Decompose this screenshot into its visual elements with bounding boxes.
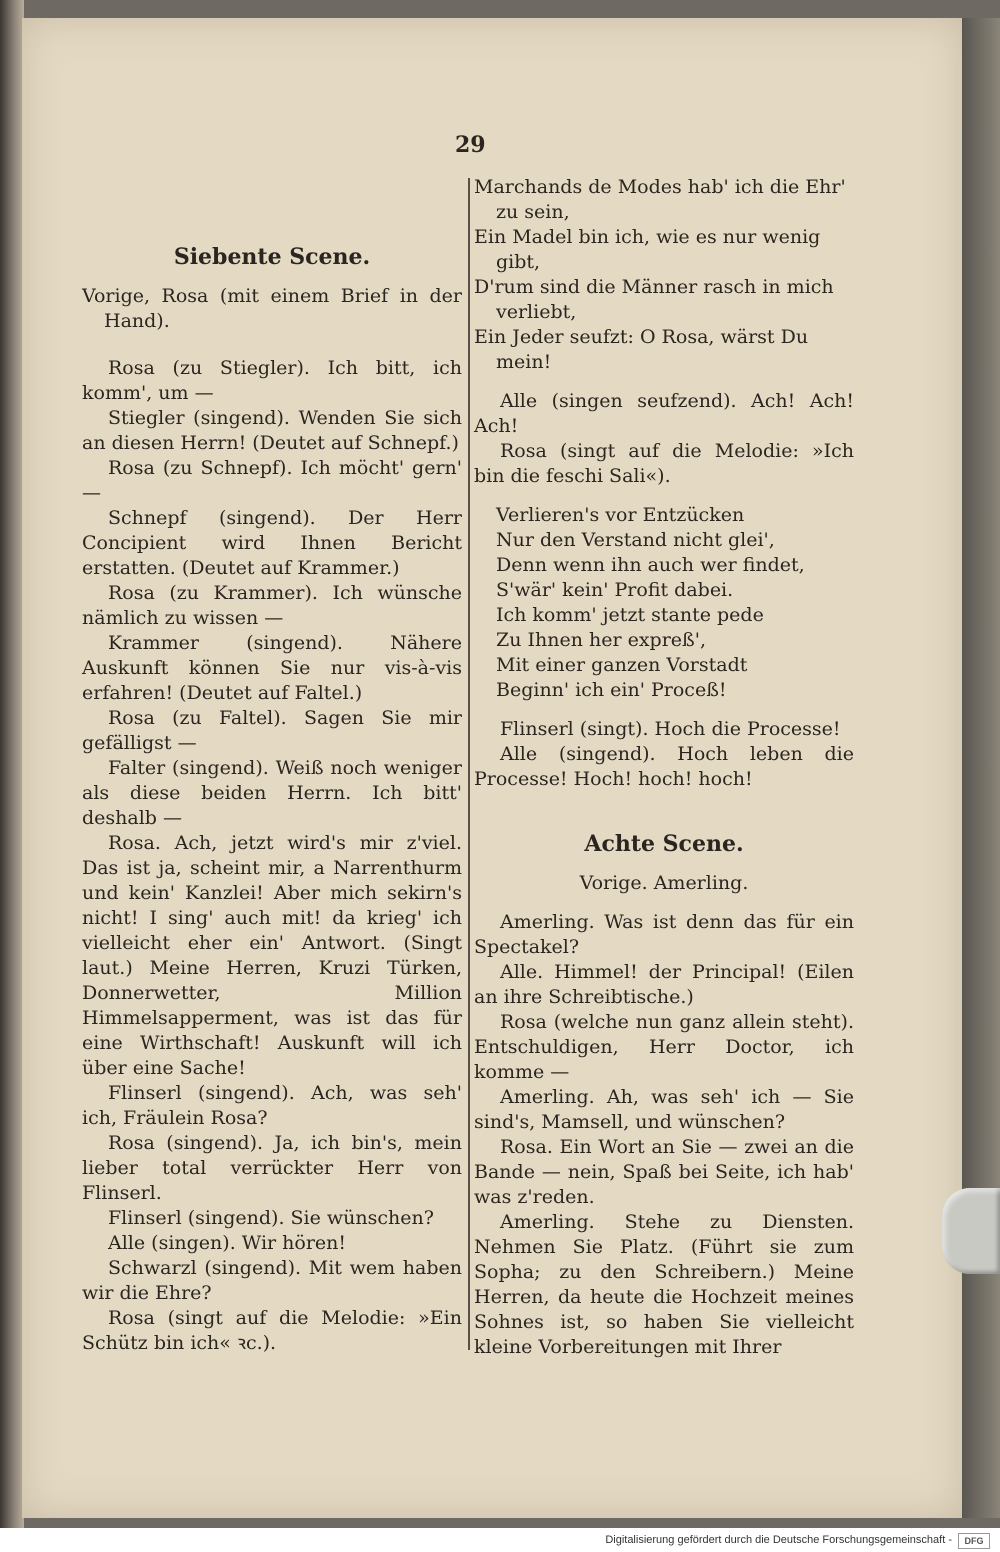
verse-line: Nur den Verstand nicht glei', xyxy=(496,529,775,551)
dfg-logo: DFG xyxy=(958,1533,990,1549)
dialogue-line: Amerling. Was ist denn das für ein Spectakel? xyxy=(474,911,854,958)
verse-line: Ich komm' jetzt stante pede xyxy=(496,604,764,626)
dialogue-line: Stiegler (singend). Wenden Sie sich an diesen Herrn! (Deutet auf Schnepf.) xyxy=(82,407,462,454)
page-edge-shadow xyxy=(962,18,1000,1518)
dialogue-line: Rosa. Ach, jetzt wird's mir z'viel. Das ist ja, scheint mir, a Narrenthurm und kein' Kanzlei! Aber mich sekirn's nicht! I sing' auch mit! da krieg' ich vielleicht eher ein' Antwort. (Singt laut.) Meine Herren, Kruzi Türken, Donnerwetter, Million Himmelsapperment, was ist das für eine Wirthschaft! Auskunft will ich über eine Sache! xyxy=(82,832,462,1079)
dialogue-line: Rosa (singt auf die Melodie: »Ein Schütz bin ich« ꝛc.). xyxy=(82,1307,462,1354)
right-column xyxy=(474,175,854,1360)
verse-line: Marchands de Modes hab' ich die Ehr' zu sein, xyxy=(474,176,846,223)
verse-line: S'wär' kein' Profit dabei. xyxy=(496,579,734,601)
dialogue-line: Flinserl (singend). Ach, was seh' ich, Fräulein Rosa? xyxy=(82,1082,462,1129)
dialogue-line: Schnepf (singend). Der Herr Concipient wird Ihnen Bericht erstatten. (Deutet auf Krammer.) xyxy=(82,507,462,579)
dialogue-line: Rosa (welche nun ganz allein steht). Entschuldigen, Herr Doctor, ich komme — xyxy=(474,1011,854,1083)
dialogue-line: Alle (singend). Hoch leben die Processe! Hoch! hoch! hoch! xyxy=(474,743,854,790)
footer-credit: Digitalisierung gefördert durch die Deutsche Forschungsgemeinschaft - xyxy=(605,1534,952,1546)
verse-line: Beginn' ich ein' Proceß! xyxy=(496,679,727,701)
footer-bar xyxy=(0,1528,1000,1552)
dialogue-line: Alle (singen seufzend). Ach! Ach! Ach! xyxy=(474,390,854,437)
verse-line: Zu Ihnen her expreß', xyxy=(496,629,706,651)
verse-line: D'rum sind die Männer rasch in mich verliebt, xyxy=(474,276,834,323)
dialogue-line: Amerling. Stehe zu Diensten. Nehmen Sie Platz. (Führt sie zum Sopha; zu den Schreibern.) Meine Herren, da heute die Hochzeit meines Sohnes ist, so haben Sie vielleicht kleine Vorbereitungen mit Ihrer xyxy=(474,1211,854,1358)
dialogue-line: Rosa (singend). Ja, ich bin's, mein lieber total verrückter Herr von Flinserl. xyxy=(82,1132,462,1204)
column-divider xyxy=(468,178,470,1350)
dialogue-line: Alle. Himmel! der Principal! (Eilen an ihre Schreibtische.) xyxy=(474,961,854,1008)
stage-direction: Vorige, Rosa (mit einem Brief in der Hand). xyxy=(82,285,462,332)
dialogue-line: Rosa (zu Stiegler). Ich bitt, ich komm', um — xyxy=(82,357,462,404)
dialogue-line: Rosa (singt auf die Melodie: »Ich bin die feschi Sali«). xyxy=(474,440,854,487)
verse-line: Denn wenn ihn auch wer findet, xyxy=(496,554,805,576)
dialogue-line: Rosa (zu Krammer). Ich wünsche nämlich zu wissen — xyxy=(82,582,462,629)
dialogue-line: Rosa. Ein Wort an Sie — zwei an die Bande — nein, Spaß bei Seite, ich hab' was z'reden. xyxy=(474,1136,854,1208)
verse-line: Verlieren's vor Entzücken xyxy=(496,504,745,526)
page-clip xyxy=(942,1188,1000,1274)
scene-heading: Siebente Scene. xyxy=(173,244,371,270)
dialogue-line: Flinserl (singend). Sie wünschen? xyxy=(108,1207,434,1229)
scene-heading: Achte Scene. xyxy=(584,831,744,857)
dialogue-line: Krammer (singend). Nähere Auskunft können Sie nur vis-à-vis erfahren! (Deutet auf Faltel.) xyxy=(82,632,462,704)
stage-direction: Vorige. Amerling. xyxy=(579,872,749,894)
verse-line: Mit einer ganzen Vorstadt xyxy=(496,654,748,676)
dialogue-line: Alle (singen). Wir hören! xyxy=(108,1232,347,1254)
dialogue-line: Rosa (zu Schnepf). Ich möcht' gern' — xyxy=(82,457,462,504)
left-column xyxy=(82,245,462,1356)
dialogue-line: Falter (singend). Weiß noch weniger als diese beiden Herrn. Ich bitt' deshalb — xyxy=(82,757,462,829)
dialogue-line: Schwarzl (singend). Mit wem haben wir die Ehre? xyxy=(82,1257,462,1304)
dialogue-line: Flinserl (singt). Hoch die Processe! xyxy=(500,718,841,740)
book-gutter xyxy=(0,0,24,1552)
verse-line: Ein Madel bin ich, wie es nur wenig gibt, xyxy=(474,226,821,273)
verse-line: Ein Jeder seufzt: O Rosa, wärst Du mein! xyxy=(474,326,809,373)
dialogue-line: Rosa (zu Faltel). Sagen Sie mir gefälligst — xyxy=(82,707,462,754)
page-number: 29 xyxy=(455,132,486,158)
dialogue-line: Amerling. Ah, was seh' ich — Sie sind's, Mamsell, und wünschen? xyxy=(474,1086,854,1133)
